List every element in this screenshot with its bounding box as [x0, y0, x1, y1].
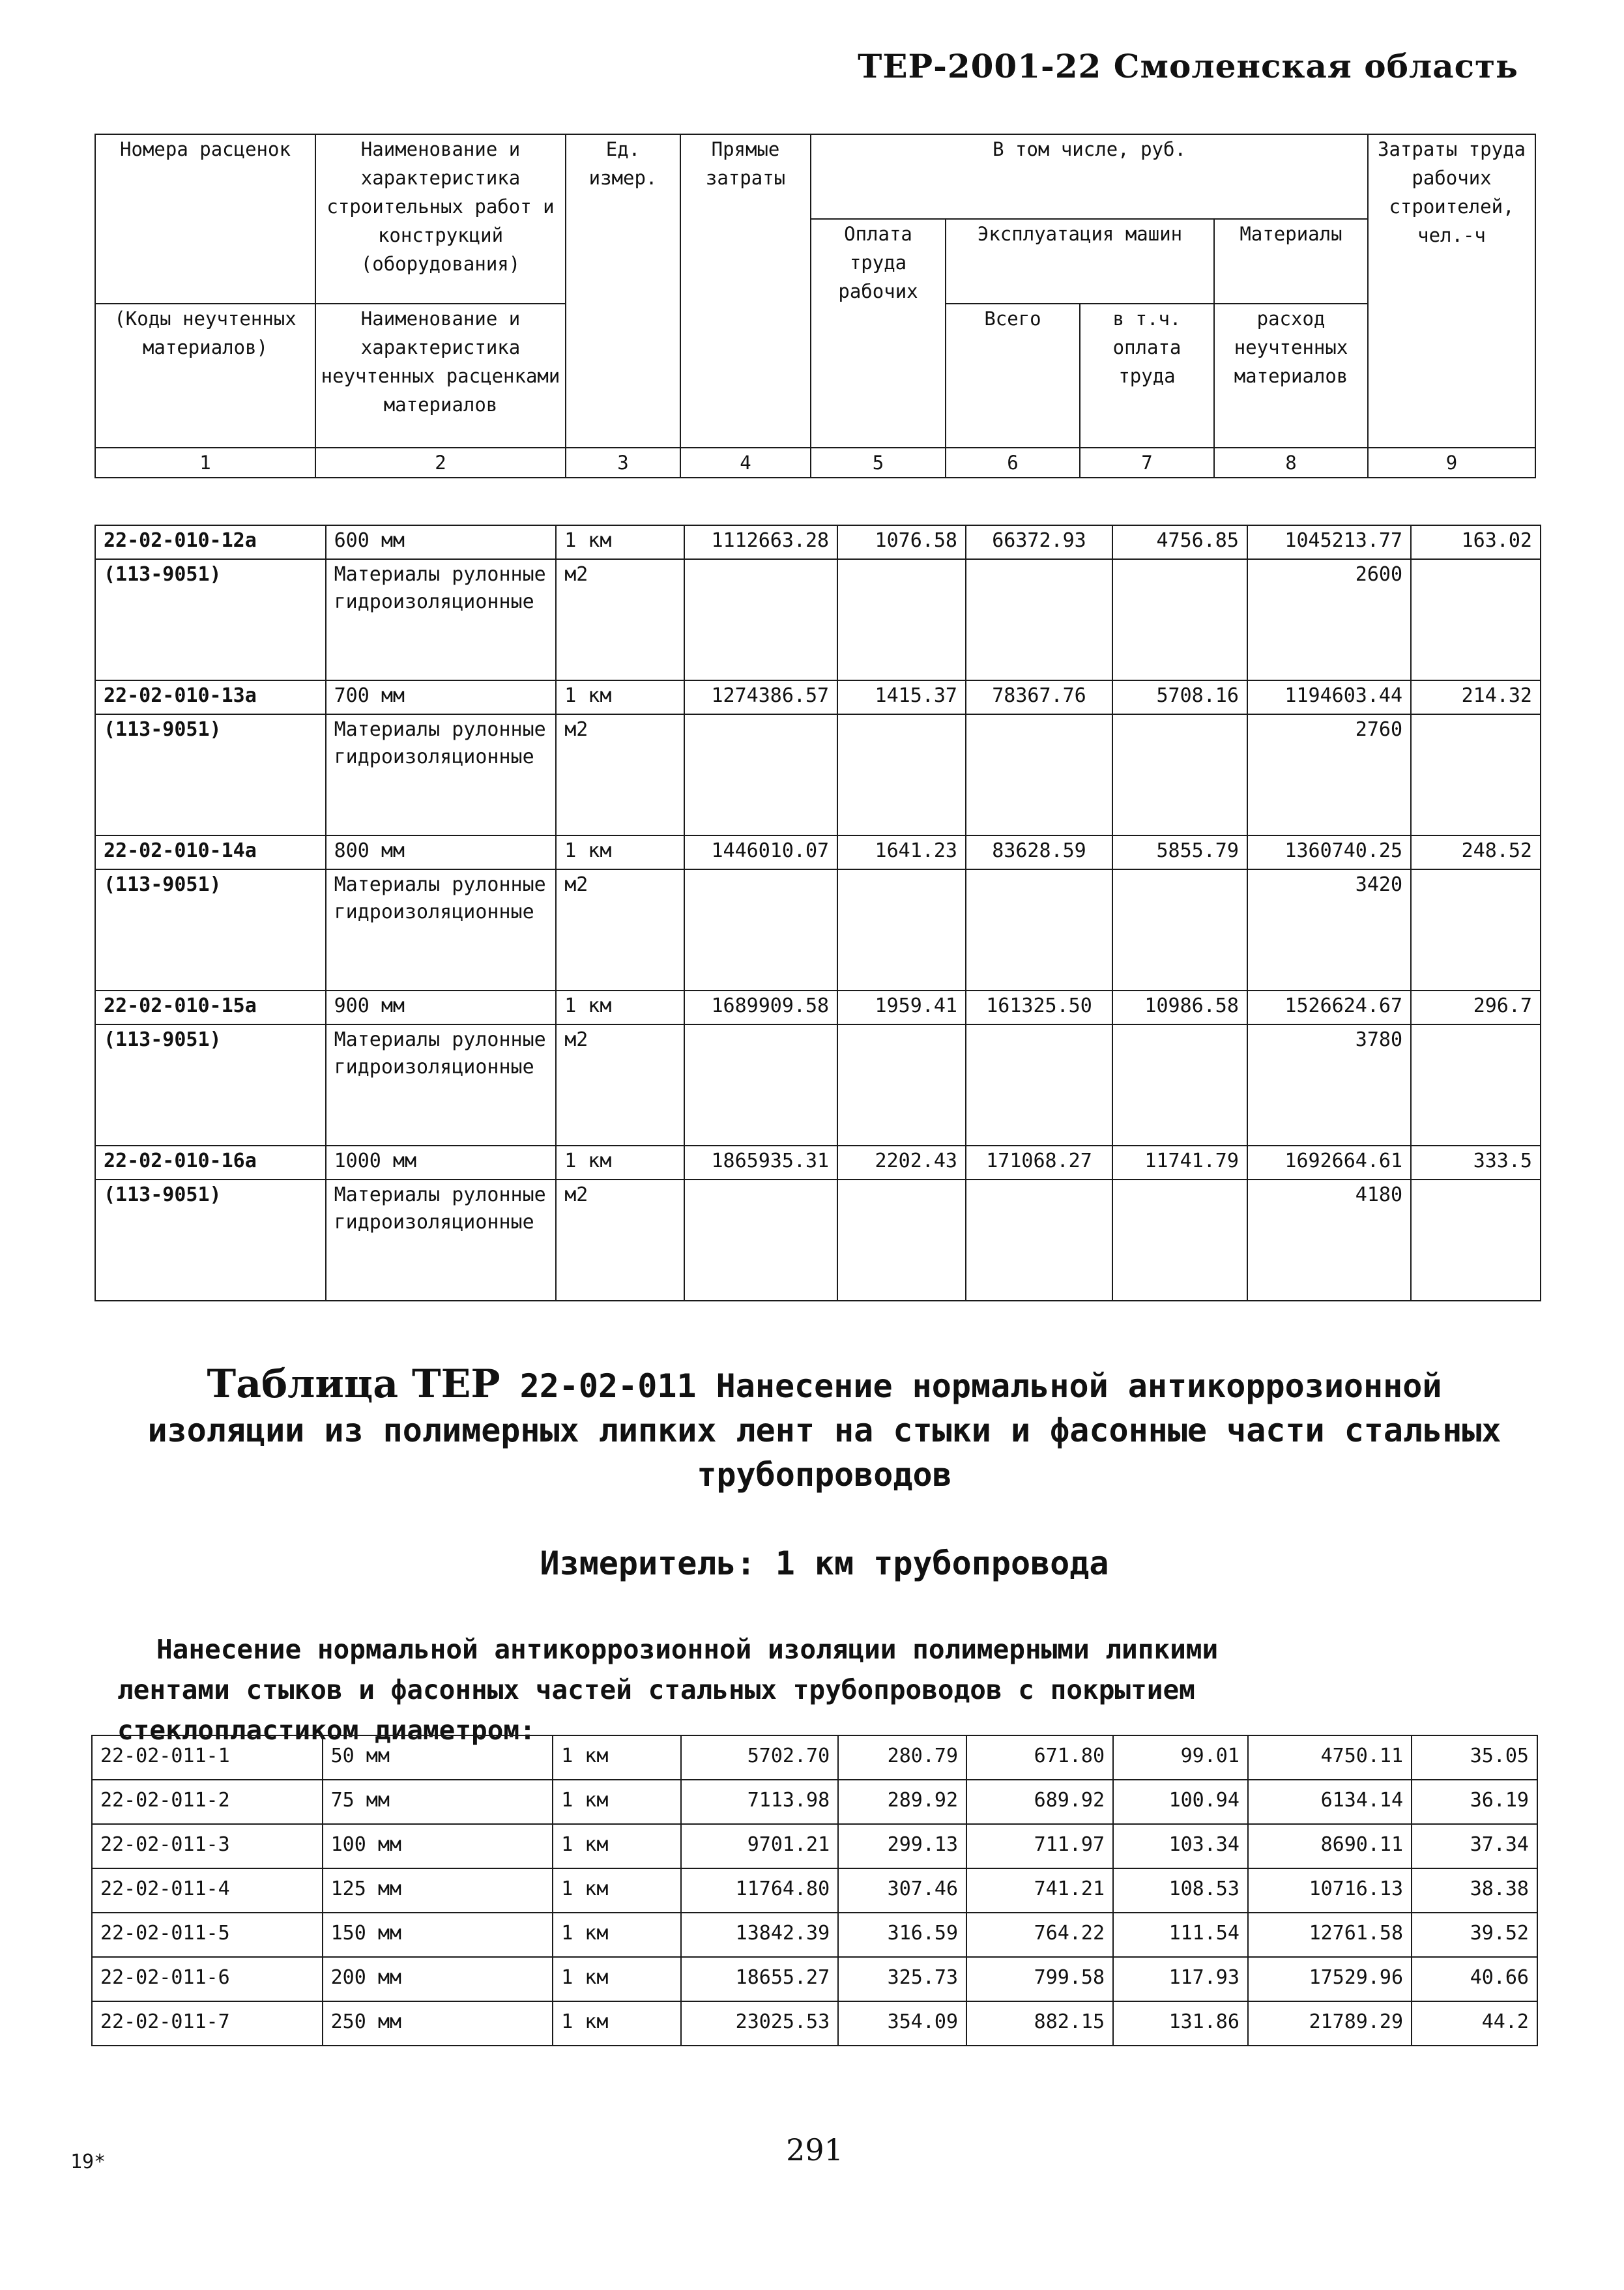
material-name: Материалы рулонные гидроизоляционные: [326, 869, 557, 991]
direct-costs: 18655.27: [681, 1957, 838, 2001]
rate-unit: 1 км: [553, 1913, 681, 1957]
empty-cell: [1411, 869, 1541, 991]
rate-code: 22-02-011-2: [92, 1780, 323, 1824]
machines-wages: 99.01: [1113, 1735, 1248, 1780]
header-direct: Прямые затраты: [680, 134, 811, 448]
material-code: (113-9051): [95, 1180, 326, 1301]
wages: 1641.23: [837, 835, 966, 869]
table-row: [95, 1146, 1541, 1180]
empty-cell: [837, 714, 966, 835]
materials: 1045213.77: [1247, 525, 1411, 559]
direct-costs: 1446010.07: [684, 835, 837, 869]
labor-hours: 40.66: [1412, 1957, 1537, 2001]
page-number: 291: [786, 2132, 843, 2167]
empty-cell: [966, 1024, 1112, 1146]
table-row: [95, 835, 1541, 869]
table-row: [92, 1957, 1537, 2001]
labor-hours: 248.52: [1411, 835, 1541, 869]
material-code: (113-9051): [95, 559, 326, 680]
empty-cell: [684, 559, 837, 680]
empty-cell: [1411, 1180, 1541, 1301]
machines-wages: 111.54: [1113, 1913, 1248, 1957]
materials: 4750.11: [1248, 1735, 1412, 1780]
wages: 354.09: [838, 2001, 966, 2046]
material-code: (113-9051): [95, 1024, 326, 1146]
header-labor: Затраты труда рабочих строителей, чел.-ч: [1368, 134, 1535, 448]
rate-unit: 1 км: [556, 991, 684, 1024]
empty-cell: [966, 559, 1112, 680]
machines-wages: 131.86: [1113, 2001, 1248, 2046]
labor-hours: 36.19: [1412, 1780, 1537, 1824]
header-consumption: расход неучтенных материалов: [1214, 304, 1368, 448]
material-unit: м2: [556, 1180, 684, 1301]
rate-unit: 1 км: [553, 2001, 681, 2046]
col-num-4: 4: [680, 448, 811, 478]
empty-cell: [1112, 559, 1247, 680]
wages: 325.73: [838, 1957, 966, 2001]
description-line-1: Нанесение нормальной антикоррозионной изоляции полимерными липкими: [156, 1634, 1219, 1665]
description-line-3: стеклопластиком диаметром:: [117, 1715, 536, 1746]
direct-costs: 23025.53: [681, 2001, 838, 2046]
rate-unit: 1 км: [553, 1735, 681, 1780]
description-line-2: лентами стыков и фасонных частей стальных трубопроводов с покрытием: [117, 1674, 1195, 1705]
empty-cell: [837, 559, 966, 680]
rate-unit: 1 км: [553, 1957, 681, 2001]
direct-costs: 11764.80: [681, 1868, 838, 1913]
materials: 1360740.25: [1247, 835, 1411, 869]
labor-hours: 35.05: [1412, 1735, 1537, 1780]
rate-name: 700 мм: [326, 680, 557, 714]
header-materials: Материалы: [1214, 219, 1368, 304]
material-row: [95, 714, 1541, 835]
table-title-rest: 22-02-011 Нанесение нормальной антикоррозионной изоляции из полимерных липких лент на стыки и фасонные части стальных трубопроводов: [147, 1367, 1501, 1494]
machines-total: 83628.59: [966, 835, 1112, 869]
empty-cell: [1411, 559, 1541, 680]
machines-total: 764.22: [966, 1913, 1113, 1957]
direct-costs: 7113.98: [681, 1780, 838, 1824]
col-num-1: 1: [95, 448, 315, 478]
table-row: [92, 1735, 1537, 1780]
rate-code: 22-02-010-14а: [95, 835, 326, 869]
page-header-title: ТЕР-2001-22 Смоленская область: [858, 47, 1518, 85]
wages: 299.13: [838, 1824, 966, 1868]
rate-code: 22-02-010-12а: [95, 525, 326, 559]
rates-table-011: [91, 1735, 1538, 2046]
header-name2: Наименование и характеристика неучтенных расценками материалов: [315, 304, 566, 448]
machines-total: 741.21: [966, 1868, 1113, 1913]
wages: 307.46: [838, 1868, 966, 1913]
machines-total: 689.92: [966, 1780, 1113, 1824]
col-num-7: 7: [1080, 448, 1214, 478]
machines-wages: 117.93: [1113, 1957, 1248, 2001]
col-num-8: 8: [1214, 448, 1368, 478]
table-row: [92, 1868, 1537, 1913]
machines-wages: 108.53: [1113, 1868, 1248, 1913]
rate-name: 50 мм: [323, 1735, 553, 1780]
machines-total: 671.80: [966, 1735, 1113, 1780]
machines-total: 161325.50: [966, 991, 1112, 1024]
material-row: [95, 559, 1541, 680]
empty-cell: [684, 1180, 837, 1301]
materials: 21789.29: [1248, 2001, 1412, 2046]
sheet-mark: 19*: [70, 2151, 106, 2173]
empty-cell: [966, 714, 1112, 835]
rate-name: 1000 мм: [326, 1146, 557, 1180]
col-num-3: 3: [566, 448, 680, 478]
material-row: [95, 869, 1541, 991]
labor-hours: 38.38: [1412, 1868, 1537, 1913]
rate-name: 600 мм: [326, 525, 557, 559]
empty-cell: [837, 1180, 966, 1301]
wages: 316.59: [838, 1913, 966, 1957]
measure-unit: Измеритель: 1 км трубопровода: [540, 1544, 1109, 1582]
empty-cell: [837, 869, 966, 991]
material-name: Материалы рулонные гидроизоляционные: [326, 559, 557, 680]
materials: 17529.96: [1248, 1957, 1412, 2001]
labor-hours: 37.34: [1412, 1824, 1537, 1868]
direct-costs: 1274386.57: [684, 680, 837, 714]
machines-total: 882.15: [966, 2001, 1113, 2046]
table-row: [95, 991, 1541, 1024]
rate-code: 22-02-011-5: [92, 1913, 323, 1957]
machines-wages: 100.94: [1113, 1780, 1248, 1824]
machines-wages: 5708.16: [1112, 680, 1247, 714]
empty-cell: [1411, 1024, 1541, 1146]
direct-costs: 13842.39: [681, 1913, 838, 1957]
table-row: [95, 680, 1541, 714]
rate-unit: 1 км: [553, 1824, 681, 1868]
table-title: [130, 1362, 1518, 1497]
material-consumption: 3420: [1247, 869, 1411, 991]
col-num-2: 2: [315, 448, 566, 478]
material-name: Материалы рулонные гидроизоляционные: [326, 1024, 557, 1146]
wages: 289.92: [838, 1780, 966, 1824]
table-row: [92, 1780, 1537, 1824]
rate-name: 900 мм: [326, 991, 557, 1024]
empty-cell: [1112, 1180, 1247, 1301]
wages: 1415.37: [837, 680, 966, 714]
col-num-9: 9: [1368, 448, 1535, 478]
col-num-6: 6: [946, 448, 1080, 478]
materials: 10716.13: [1248, 1868, 1412, 1913]
material-consumption: 3780: [1247, 1024, 1411, 1146]
material-name: Материалы рулонные гидроизоляционные: [326, 1180, 557, 1301]
table-row: [92, 2001, 1537, 2046]
empty-cell: [1112, 1024, 1247, 1146]
rate-code: 22-02-011-6: [92, 1957, 323, 2001]
empty-cell: [966, 869, 1112, 991]
header-total: Всего: [946, 304, 1080, 448]
rate-name: 800 мм: [326, 835, 557, 869]
machines-wages: 10986.58: [1112, 991, 1247, 1024]
table-row: [92, 1824, 1537, 1868]
direct-costs: 1112663.28: [684, 525, 837, 559]
materials: 12761.58: [1248, 1913, 1412, 1957]
rate-name: 125 мм: [323, 1868, 553, 1913]
wages: 1076.58: [837, 525, 966, 559]
table-row: [92, 1913, 1537, 1957]
header-machines: Эксплуатация машин: [946, 219, 1214, 304]
table-row: [95, 525, 1541, 559]
materials: 1692664.61: [1247, 1146, 1411, 1180]
machines-total: 799.58: [966, 1957, 1113, 2001]
materials: 6134.14: [1248, 1780, 1412, 1824]
wages: 2202.43: [837, 1146, 966, 1180]
rate-unit: 1 км: [553, 1780, 681, 1824]
machines-total: 78367.76: [966, 680, 1112, 714]
machines-total: 171068.27: [966, 1146, 1112, 1180]
direct-costs: 1865935.31: [684, 1146, 837, 1180]
col-num-5: 5: [811, 448, 946, 478]
empty-cell: [1112, 714, 1247, 835]
material-unit: м2: [556, 1024, 684, 1146]
rate-code: 22-02-011-4: [92, 1868, 323, 1913]
labor-hours: 39.52: [1412, 1913, 1537, 1957]
rate-code: 22-02-010-13а: [95, 680, 326, 714]
labor-hours: 163.02: [1411, 525, 1541, 559]
labor-hours: 214.32: [1411, 680, 1541, 714]
material-row: [95, 1024, 1541, 1146]
header-wages: Оплата труда рабочих: [811, 219, 946, 448]
rate-code: 22-02-010-15а: [95, 991, 326, 1024]
materials: 1526624.67: [1247, 991, 1411, 1024]
rate-code: 22-02-010-16а: [95, 1146, 326, 1180]
table-description: [117, 1629, 1525, 1750]
rate-unit: 1 км: [556, 525, 684, 559]
rate-name: 250 мм: [323, 2001, 553, 2046]
header-codes: (Коды неучтенных материалов): [95, 304, 315, 448]
rate-name: 75 мм: [323, 1780, 553, 1824]
rates-table-010: [94, 525, 1541, 1301]
empty-cell: [684, 714, 837, 835]
machines-wages: 5855.79: [1112, 835, 1247, 869]
empty-cell: [1411, 714, 1541, 835]
wages: 1959.41: [837, 991, 966, 1024]
empty-cell: [837, 1024, 966, 1146]
header-name: Наименование и характеристика строительных работ и конструкций (оборудования): [315, 134, 566, 304]
wages: 280.79: [838, 1735, 966, 1780]
empty-cell: [684, 1024, 837, 1146]
rate-unit: 1 км: [556, 835, 684, 869]
header-unit: Ед. измер.: [566, 134, 680, 448]
rate-code: 22-02-011-3: [92, 1824, 323, 1868]
machines-total: 711.97: [966, 1824, 1113, 1868]
rate-unit: 1 км: [553, 1868, 681, 1913]
materials: 1194603.44: [1247, 680, 1411, 714]
material-consumption: 2600: [1247, 559, 1411, 680]
machines-total: 66372.93: [966, 525, 1112, 559]
direct-costs: 9701.21: [681, 1824, 838, 1868]
machines-wages: 11741.79: [1112, 1146, 1247, 1180]
rate-name: 200 мм: [323, 1957, 553, 2001]
material-unit: м2: [556, 869, 684, 991]
header-incl-wages: в т.ч. оплата труда: [1080, 304, 1214, 448]
material-unit: м2: [556, 714, 684, 835]
column-header-table: [94, 134, 1536, 478]
machines-wages: 4756.85: [1112, 525, 1247, 559]
rate-unit: 1 км: [556, 1146, 684, 1180]
material-code: (113-9051): [95, 714, 326, 835]
labor-hours: 44.2: [1412, 2001, 1537, 2046]
materials: 8690.11: [1248, 1824, 1412, 1868]
rate-name: 100 мм: [323, 1824, 553, 1868]
header-including: В том числе, руб.: [811, 134, 1368, 219]
rate-name: 150 мм: [323, 1913, 553, 1957]
rate-code: 22-02-011-7: [92, 2001, 323, 2046]
material-consumption: 2760: [1247, 714, 1411, 835]
empty-cell: [966, 1180, 1112, 1301]
direct-costs: 5702.70: [681, 1735, 838, 1780]
header-numbers: Номера расценок: [95, 134, 315, 304]
empty-cell: [684, 869, 837, 991]
labor-hours: 333.5: [1411, 1146, 1541, 1180]
rate-code: 22-02-011-1: [92, 1735, 323, 1780]
material-consumption: 4180: [1247, 1180, 1411, 1301]
rate-unit: 1 км: [556, 680, 684, 714]
material-name: Материалы рулонные гидроизоляционные: [326, 714, 557, 835]
labor-hours: 296.7: [1411, 991, 1541, 1024]
material-unit: м2: [556, 559, 684, 680]
table-title-lead: Таблица ТЕР: [207, 1361, 500, 1407]
direct-costs: 1689909.58: [684, 991, 837, 1024]
material-row: [95, 1180, 1541, 1301]
empty-cell: [1112, 869, 1247, 991]
machines-wages: 103.34: [1113, 1824, 1248, 1868]
material-code: (113-9051): [95, 869, 326, 991]
